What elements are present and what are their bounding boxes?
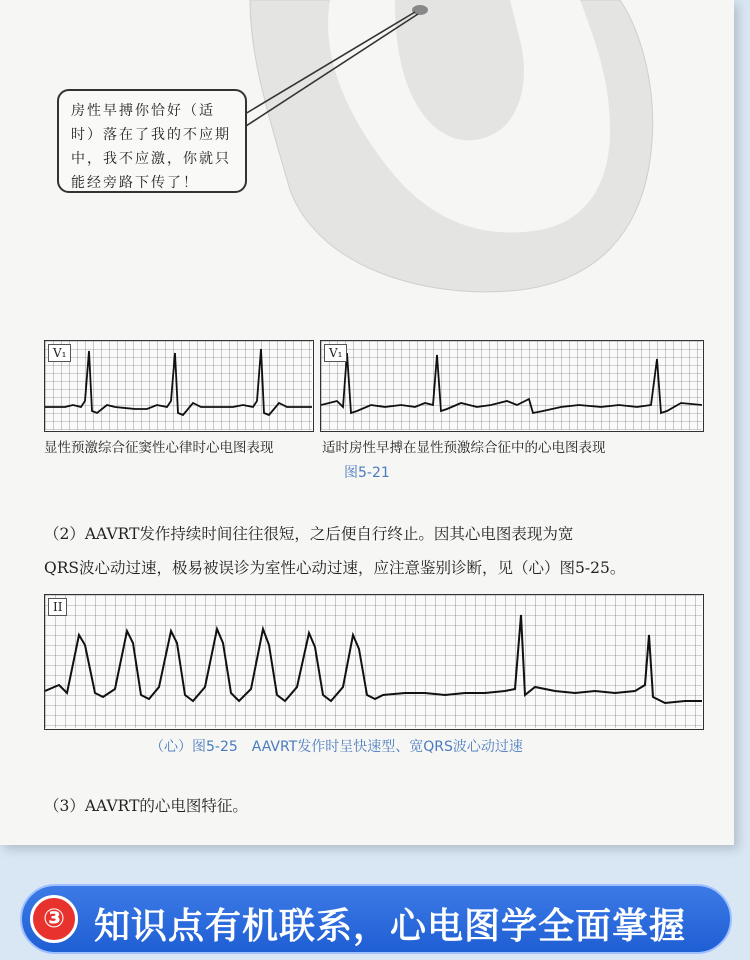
paragraph-line: （3）AAVRT的心电图特征。 <box>44 797 248 815</box>
paragraph-line: QRS波心动过速，极易被误诊为室性心动过速，应注意鉴别诊断，见（心）图5-25。 <box>44 559 626 577</box>
figure-caption: （心）图5-25 AAVRT发作时呈快速型、宽QRS波心动过速 <box>150 739 523 755</box>
figure-label: 图5-21 <box>344 465 390 481</box>
lead-label: II <box>48 598 67 616</box>
ecg-panel-right <box>320 340 704 432</box>
banner-title: 知识点有机联系，心电图学全面掌握 <box>94 906 687 947</box>
lead-label: V₁ <box>48 344 71 362</box>
number-badge: ③ <box>30 895 78 943</box>
ecg-caption-right: 适时房性早搏在显性预激综合征中的心电图表现 <box>322 440 606 456</box>
ecg-trace <box>45 595 702 728</box>
feature-banner <box>20 884 732 954</box>
paragraph-line: （2）AAVRT发作持续时间往往很短，之后便自行终止。因其心电图表现为宽 <box>44 525 574 543</box>
ecg-strip <box>44 340 314 432</box>
ecg-panel-long <box>44 594 704 730</box>
ecg-strip <box>320 340 704 432</box>
ecg-trace <box>321 341 702 430</box>
ecg-strip <box>44 594 704 730</box>
speech-bubble: 房性早搏你恰好（适时）落在了我的不应期中，我不应激，你就只能经旁路下传了！ <box>57 89 247 193</box>
ecg-panel-left <box>44 340 314 432</box>
lead-label: V₁ <box>324 344 347 362</box>
ecg-caption-left: 显性预激综合征窦性心律时心电图表现 <box>44 440 274 456</box>
ecg-trace <box>45 341 312 430</box>
